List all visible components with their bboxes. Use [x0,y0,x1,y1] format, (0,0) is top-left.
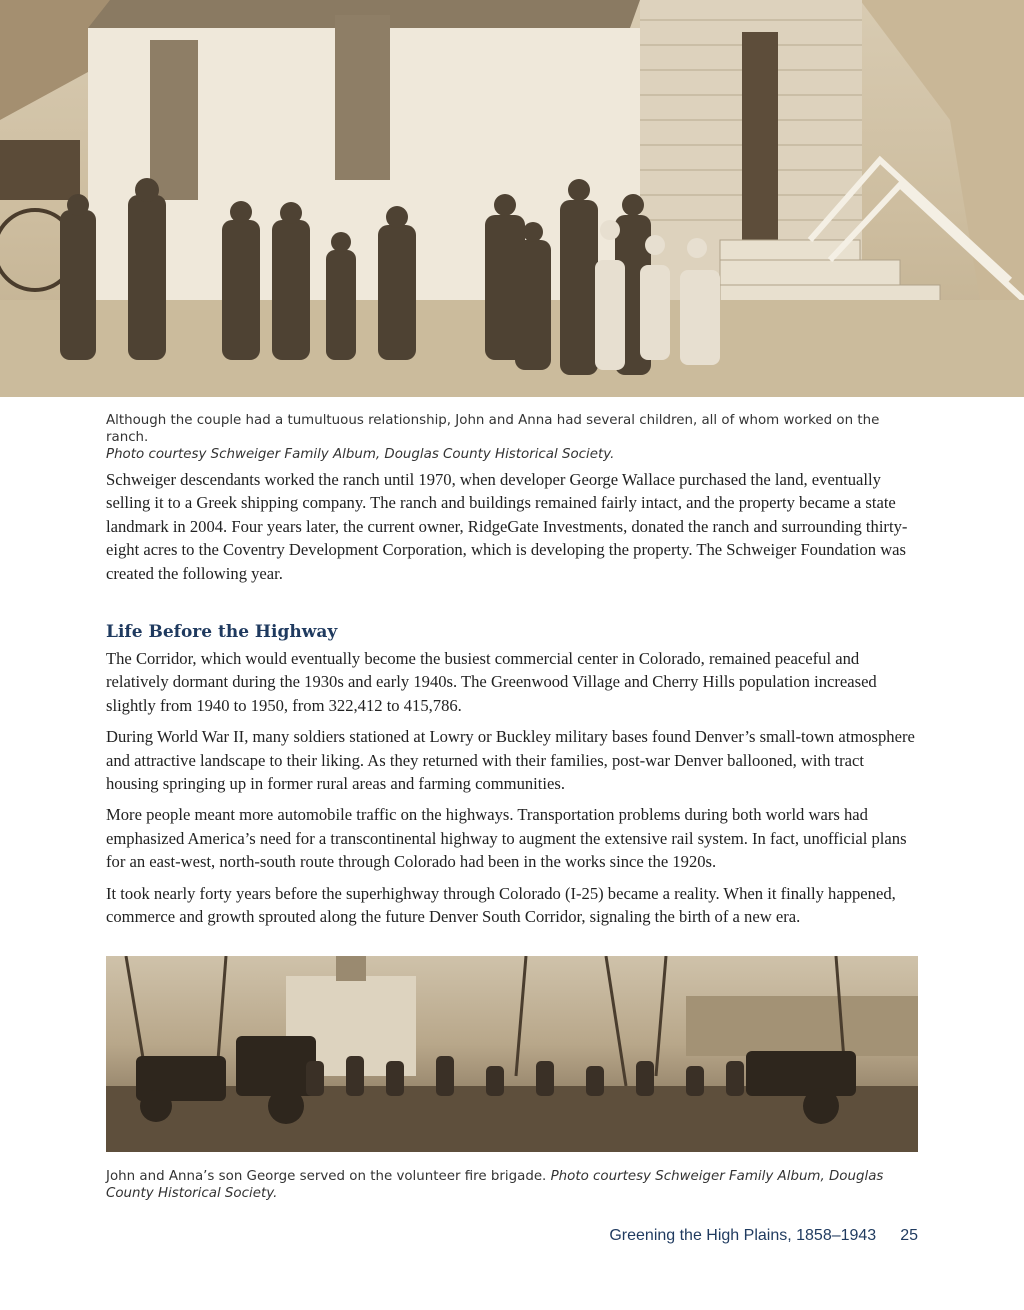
section-paragraph: More people meant more automobile traffic on the highways. Transportation problems during both world wars had emphasized America’s need for a transcontinental highway to augment the extensive rail system. In fact, unofficial plans for an east-west, north-south route through Colorado had been in the works since the 1920s. [106,805,907,872]
bottom-caption-text: John and Anna’s son George served on the volunteer fire brigade. [106,1169,547,1184]
intro-paragraph: Schweiger descendants worked the ranch until 1970, when developer George Wallace purchased the land, eventually selling it to a Greek shipping company. The ranch and buildings remained fairly intact, and the property became a state landmark in 2004. Four years later, the current owner, RidgeGate Investments, donated the ranch and surrounding thirty-eight acres to the Coventry Development Corporation, which is developing the property. The Schweiger Foundation was created the following year. [106,470,908,583]
top-photo-caption [106,412,918,463]
fire-brigade-illustration [106,956,918,1152]
section-body [106,647,918,936]
section-paragraph: The Corridor, which would eventually become the busiest commercial center in Colorado, remained peaceful and relatively dormant during the 1930s and early 1940s. The Greenwood Village and Cherry Hills population increased slightly from 1940 to 1950, from 322,412 to 415,786. [106,649,877,715]
page-number: 25 [900,1227,918,1244]
schoolhouse-photo [0,0,1024,397]
bottom-photo-caption [106,1168,918,1202]
section-paragraph: During World War II, many soldiers stationed at Lowry or Buckley military bases found Denver’s small-town atmosphere and attractive landscape to their liking. As they returned with their families, post-war Denver ballooned, with tract housing springing up in former rural areas and farming communities. [106,727,915,794]
book-title: Greening the High Plains, 1858–1943 [609,1227,877,1244]
schoolhouse-illustration [0,0,1024,397]
top-caption-text: Although the couple had a tumultuous relationship, John and Anna had several children, all of whom worked on the ranch. [106,413,880,445]
bottom-caption-credit: Photo courtesy Schweiger Family Album, Douglas County Historical Society. [106,1169,884,1201]
page-footer [609,1227,918,1245]
section-heading: Life Before the Highway [106,622,338,642]
section-paragraph: It took nearly forty years before the superhighway through Colorado (I-25) became a reality. When it finally happened, commerce and growth sprouted along the future Denver South Corridor, signaling the birth of a new era. [106,883,896,927]
top-caption-credit: Photo courtesy Schweiger Family Album, Douglas County Historical Society. [106,447,615,462]
fire-brigade-photo [106,956,918,1152]
intro-text [106,468,918,593]
